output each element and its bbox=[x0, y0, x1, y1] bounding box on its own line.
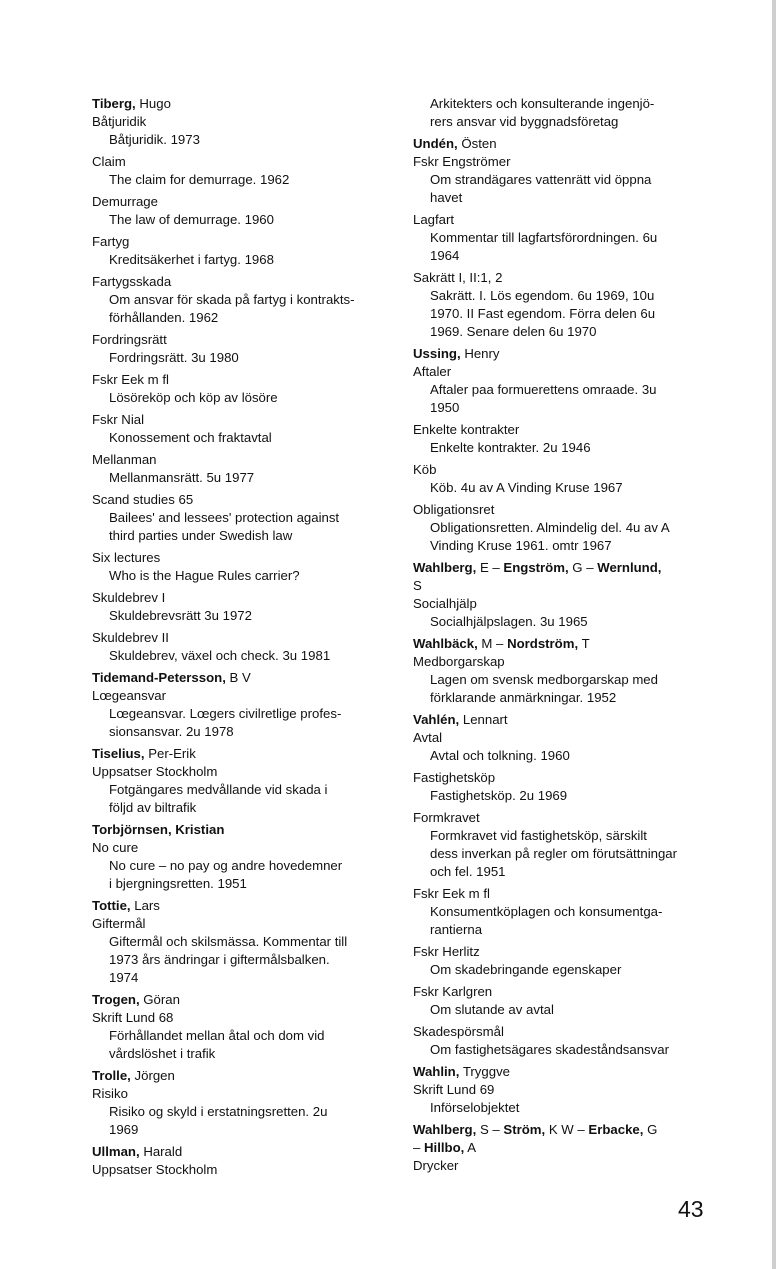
index-heading: Enkelte kontrakter bbox=[413, 422, 520, 437]
index-heading: Fskr Eek m fl bbox=[413, 886, 490, 901]
author-entry bbox=[92, 1067, 392, 1085]
author-given-name: G – bbox=[572, 560, 594, 575]
page-number: 43 bbox=[678, 1196, 704, 1222]
author-entry bbox=[92, 1143, 392, 1161]
author-given-name: Harald bbox=[143, 1144, 183, 1159]
author-name: Torbjörnsen, Kristian bbox=[92, 822, 225, 837]
index-heading: Båtjuridik bbox=[92, 114, 147, 129]
index-title: Obligationsretten. Almindelig del. 4u av A bbox=[430, 520, 670, 535]
index-heading: Fskr Karlgren bbox=[413, 984, 493, 999]
index-title: Om ansvar för skada på fartyg i kontrakts- bbox=[109, 292, 355, 307]
index-title: Giftermål och skilsmässa. Kommentar till bbox=[109, 934, 348, 949]
index-title: Fastighetsköp. 2u 1969 bbox=[430, 788, 568, 803]
author-name: Wahlberg, bbox=[413, 560, 477, 575]
index-title: Konsumentköplagen och konsumentga- bbox=[430, 904, 663, 919]
index-heading: Fordringsrätt bbox=[92, 332, 167, 347]
index-title: dess inverkan på regler om förutsättningar bbox=[430, 846, 678, 861]
index-heading: Skuldebrev I bbox=[92, 590, 166, 605]
index-heading: Uppsatser Stockholm bbox=[92, 764, 218, 779]
author-name: Tiberg, bbox=[92, 96, 136, 111]
index-title: Aftaler paa formuerettens omraade. 3u bbox=[430, 382, 657, 397]
index-heading: Scand studies 65 bbox=[92, 492, 194, 507]
index-heading: Skrift Lund 69 bbox=[413, 1082, 495, 1097]
index-heading: Six lectures bbox=[92, 550, 161, 565]
author-name: Undén, bbox=[413, 136, 458, 151]
author-given-name: G bbox=[647, 1122, 658, 1137]
author-entry-cont bbox=[413, 1139, 713, 1157]
index-title: Bailees' and lessees' protection against bbox=[109, 510, 340, 525]
index-heading: Giftermål bbox=[92, 916, 146, 931]
author-given-name: S bbox=[413, 578, 422, 593]
index-title: Om slutande av avtal bbox=[430, 1002, 554, 1017]
author-given-name: Lars bbox=[134, 898, 160, 913]
index-column-right bbox=[413, 95, 713, 1175]
index-title: Lagen om svensk medborgarskap med bbox=[430, 672, 658, 687]
author-name: Hillbo, bbox=[424, 1140, 465, 1155]
author-given-name: K W – bbox=[548, 1122, 585, 1137]
index-heading: Claim bbox=[92, 154, 126, 169]
author-given-name: T bbox=[581, 636, 590, 651]
page-edge bbox=[772, 0, 776, 1269]
author-name: Engström, bbox=[503, 560, 569, 575]
author-name: Trolle, bbox=[92, 1068, 131, 1083]
index-title: Förhållandet mellan åtal och dom vid bbox=[109, 1028, 325, 1043]
author-entry bbox=[413, 345, 713, 363]
index-column-left bbox=[92, 95, 392, 1179]
index-heading: Mellanman bbox=[92, 452, 157, 467]
author-entry bbox=[92, 745, 392, 763]
author-entry-cont bbox=[413, 577, 713, 595]
index-heading: Demurrage bbox=[92, 194, 158, 209]
index-title: rers ansvar vid byggnadsföretag bbox=[430, 114, 619, 129]
author-given-name: Hugo bbox=[139, 96, 171, 111]
author-name: Erbacke, bbox=[588, 1122, 644, 1137]
index-title: The law of demurrage. 1960 bbox=[109, 212, 274, 227]
index-heading: Formkravet bbox=[413, 810, 480, 825]
author-given-name: Per-Erik bbox=[148, 746, 196, 761]
author-entry bbox=[92, 95, 392, 113]
author-given-name: B V bbox=[229, 670, 251, 685]
index-title: sionsansvar. 2u 1978 bbox=[109, 724, 234, 739]
index-title: Konossement och fraktavtal bbox=[109, 430, 272, 445]
author-entry bbox=[92, 991, 392, 1009]
index-title: Enkelte kontrakter. 2u 1946 bbox=[430, 440, 591, 455]
index-title: Lösöreköp och köp av lösöre bbox=[109, 390, 278, 405]
index-heading: Skuldebrev II bbox=[92, 630, 169, 645]
index-heading: Risiko bbox=[92, 1086, 128, 1101]
index-title: Socialhjälpslagen. 3u 1965 bbox=[430, 614, 588, 629]
author-given-name: S – bbox=[479, 1122, 500, 1137]
author-entry bbox=[92, 821, 392, 839]
index-title: Arkitekters och konsulterande ingenjö- bbox=[430, 96, 655, 111]
author-name: Wahlin, bbox=[413, 1064, 460, 1079]
index-title: vårdslöshet i trafik bbox=[109, 1046, 216, 1061]
author-name: Trogen, bbox=[92, 992, 140, 1007]
author-name: Nordström, bbox=[507, 636, 579, 651]
index-title: Mellanmansrätt. 5u 1977 bbox=[109, 470, 255, 485]
index-title: rantierna bbox=[430, 922, 483, 937]
index-title: Kommentar till lagfartsförordningen. 6u bbox=[430, 230, 658, 245]
index-title: Fotgängares medvållande vid skada i bbox=[109, 782, 328, 797]
index-heading: Obligationsret bbox=[413, 502, 495, 517]
author-name: Tiselius, bbox=[92, 746, 145, 761]
index-heading: No cure bbox=[92, 840, 139, 855]
index-title: Båtjuridik. 1973 bbox=[109, 132, 200, 147]
author-name: Vahlén, bbox=[413, 712, 460, 727]
index-title: Införselobjektet bbox=[430, 1100, 520, 1115]
index-title: förhållanden. 1962 bbox=[109, 310, 219, 325]
index-heading: Köb bbox=[413, 462, 437, 477]
author-given-name: Tryggve bbox=[462, 1064, 510, 1079]
author-entry bbox=[92, 897, 392, 915]
index-title: third parties under Swedish law bbox=[109, 528, 293, 543]
index-title: Köb. 4u av A Vinding Kruse 1967 bbox=[430, 480, 623, 495]
index-heading: Fskr Eek m fl bbox=[92, 372, 169, 387]
author-entry bbox=[413, 1121, 713, 1139]
index-title: Sakrätt. I. Lös egendom. 6u 1969, 10u bbox=[430, 288, 655, 303]
author-name: Ullman, bbox=[92, 1144, 140, 1159]
index-title: i bjergningsretten. 1951 bbox=[109, 876, 247, 891]
author-name: Tidemand-Petersson, bbox=[92, 670, 226, 685]
index-title: följd av biltrafik bbox=[109, 800, 197, 815]
index-heading: Socialhjälp bbox=[413, 596, 477, 611]
author-given-name: Lennart bbox=[462, 712, 508, 727]
index-title: 1970. II Fast egendom. Förra delen 6u bbox=[430, 306, 656, 321]
index-heading: Fastighetsköp bbox=[413, 770, 496, 785]
index-heading: Avtal bbox=[413, 730, 443, 745]
index-heading: Skadespörsmål bbox=[413, 1024, 504, 1039]
index-heading: Fartyg bbox=[92, 234, 130, 249]
author-given-name: Jörgen bbox=[134, 1068, 175, 1083]
index-title: förklarande anmärkningar. 1952 bbox=[430, 690, 617, 705]
author-given-name: Henry bbox=[464, 346, 500, 361]
author-name: Wahlbäck, bbox=[413, 636, 478, 651]
index-title: Skuldebrev, växel och check. 3u 1981 bbox=[109, 648, 331, 663]
index-heading: Fartygsskada bbox=[92, 274, 172, 289]
index-heading: Lagfart bbox=[413, 212, 455, 227]
author-entry bbox=[92, 669, 392, 687]
index-title: The claim for demurrage. 1962 bbox=[109, 172, 290, 187]
index-heading: Drycker bbox=[413, 1158, 459, 1173]
author-separator: – bbox=[413, 1140, 421, 1155]
author-given-name: E – bbox=[479, 560, 500, 575]
author-given-name: Göran bbox=[143, 992, 180, 1007]
author-given-name: M – bbox=[481, 636, 504, 651]
index-title: Avtal och tolkning. 1960 bbox=[430, 748, 570, 763]
index-heading: Medborgarskap bbox=[413, 654, 505, 669]
author-entry bbox=[413, 635, 713, 653]
index-title: Om strandägares vattenrätt vid öppna bbox=[430, 172, 652, 187]
author-given-name: Östen bbox=[461, 136, 497, 151]
index-title: Om skadebringande egenskaper bbox=[430, 962, 622, 977]
index-heading: Sakrätt I, II:1, 2 bbox=[413, 270, 503, 285]
index-heading: Lœgeansvar bbox=[92, 688, 167, 703]
author-name: Wernlund, bbox=[597, 560, 662, 575]
index-title: Formkravet vid fastighetsköp, särskilt bbox=[430, 828, 647, 843]
index-title: Kreditsäkerhet i fartyg. 1968 bbox=[109, 252, 274, 267]
author-name: Tottie, bbox=[92, 898, 131, 913]
author-entry bbox=[413, 135, 713, 153]
author-entry bbox=[413, 1063, 713, 1081]
index-title: Fordringsrätt. 3u 1980 bbox=[109, 350, 239, 365]
index-title: No cure – no pay og andre hovedemner bbox=[109, 858, 343, 873]
index-title: Skuldebrevsrätt 3u 1972 bbox=[109, 608, 252, 623]
author-name: Ussing, bbox=[413, 346, 461, 361]
index-title: 1973 års ändringar i giftermålsbalken. bbox=[109, 952, 330, 967]
index-title: 1950 bbox=[430, 400, 460, 415]
author-entry bbox=[413, 559, 713, 577]
author-name: Wahlberg, bbox=[413, 1122, 477, 1137]
author-entry bbox=[413, 711, 713, 729]
index-title: Who is the Hague Rules carrier? bbox=[109, 568, 300, 583]
index-heading: Fskr Herlitz bbox=[413, 944, 480, 959]
index-title: Lœgeansvar. Lœgers civilretlige profes- bbox=[109, 706, 342, 721]
author-name: Ström, bbox=[503, 1122, 546, 1137]
index-heading: Skrift Lund 68 bbox=[92, 1010, 174, 1025]
index-heading: Aftaler bbox=[413, 364, 452, 379]
index-heading: Uppsatser Stockholm bbox=[92, 1162, 218, 1177]
index-heading: Fskr Nial bbox=[92, 412, 145, 427]
index-title: 1964 bbox=[430, 248, 460, 263]
index-title: 1974 bbox=[109, 970, 139, 985]
index-title: havet bbox=[430, 190, 463, 205]
index-title: Om fastighetsägares skadeståndsansvar bbox=[430, 1042, 669, 1057]
index-title: och fel. 1951 bbox=[430, 864, 506, 879]
index-heading: Fskr Engströmer bbox=[413, 154, 511, 169]
index-title: 1969 bbox=[109, 1122, 139, 1137]
index-title: Risiko og skyld i erstatningsretten. 2u bbox=[109, 1104, 328, 1119]
index-title: Vinding Kruse 1961. omtr 1967 bbox=[430, 538, 612, 553]
index-title: 1969. Senare delen 6u 1970 bbox=[430, 324, 597, 339]
author-given-name: A bbox=[467, 1140, 477, 1155]
